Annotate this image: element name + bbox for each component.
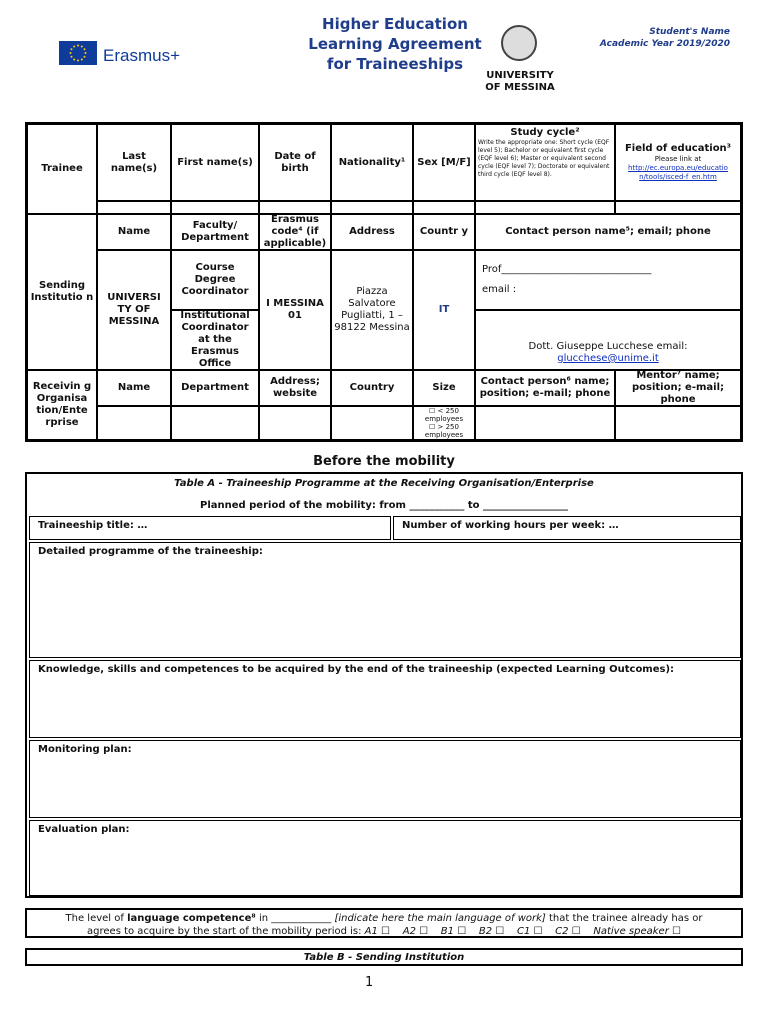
language-line-1: The level of language competence⁸ in ____________ [indicate here the main language of work] that the trainee already has or (65, 913, 703, 924)
email-line[interactable]: email : (482, 284, 517, 295)
study-cycle-text: Write the appropriate one: Short cycle (EQF level 5); Bachelor or equivalent first cycle (EQF level 6); Master or equivalent second cycle (EQF level 7); Doctorate or equivalent third cycle (EQF level 8). (478, 139, 610, 178)
study-cycle-value[interactable] (475, 201, 615, 214)
col-receiving-name: Name (97, 370, 171, 406)
section-before-mobility: Before the mobility (313, 454, 455, 469)
dob-value[interactable] (259, 201, 331, 214)
planned-period[interactable]: Planned period of the mobility: from ___________ to _________________ (199, 500, 569, 511)
academic-year: Academic Year 2019/2020 (599, 39, 730, 49)
field-text: Please link at (654, 155, 702, 163)
country-value: IT (413, 250, 475, 370)
institutional-contact (475, 310, 741, 370)
nationality-value[interactable] (331, 201, 413, 214)
receiving-address-value[interactable] (259, 406, 331, 440)
col-contact-person: Contact person name⁵; email; phone (475, 214, 741, 250)
course-degree-coordinator: Course Degree Coordinator (171, 250, 259, 310)
col-receiving-contact: Contact person⁶ name; position; e-mail; phone (475, 370, 615, 406)
study-cycle-title: Study cycle² (510, 127, 580, 138)
language-competence-box (25, 908, 743, 938)
sending-name-value: UNIVERSI TY OF MESSINA (97, 250, 171, 370)
col-mentor: Mentor⁷ name; position; e-mail; phone (615, 370, 741, 406)
university-name: UNIVERSITY OF MESSINA (485, 70, 555, 93)
table-b-header (25, 948, 743, 966)
university-seal-icon (501, 25, 537, 61)
detailed-programme-field[interactable]: Detailed programme of the traineeship: (29, 542, 741, 658)
eu-flag-logo (59, 41, 97, 65)
field-of-education-cell (615, 124, 741, 201)
document-title: Higher Education Learning Agreement for Traineeships (308, 15, 482, 73)
col-address: Address (331, 214, 413, 250)
table-a-title: Table A - Traineeship Programme at the Receiving Organisation/Enterprise (174, 478, 594, 489)
sending-row-label: Sending Institutio n (27, 214, 97, 370)
col-first-name: First name(s) (171, 124, 259, 201)
address-value: Piazza Salvatore Pugliatti, 1 – 98122 Messina (331, 250, 413, 370)
student-info (580, 26, 730, 50)
learning-outcomes-field[interactable]: Knowledge, skills and competences to be acquired by the end of the traineeship (expected Learning Outcomes): (29, 660, 741, 738)
department-value[interactable] (171, 406, 259, 440)
col-date-of-birth: Date of birth (259, 124, 331, 201)
mentor-value[interactable] (615, 406, 741, 440)
col-country: Countr y (413, 214, 475, 250)
receiving-name-value[interactable] (97, 406, 171, 440)
isced-link[interactable]: http://ec.europa.eu/educatio n/tools/isced-f_en.htm (628, 164, 728, 181)
coordinator-contact (475, 250, 741, 310)
institutional-coordinator: Institutional Coordinator at the Erasmus Office (171, 310, 259, 370)
col-receiving-address: Address; website (259, 370, 331, 406)
prof-line[interactable]: Prof______________________________ (482, 264, 652, 275)
sex-value[interactable] (413, 201, 475, 214)
language-level-checkboxes[interactable]: A1 ☐ A2 ☐ B1 ☐ B2 ☐ C1 ☐ C2 ☐ Native speaker ☐ (364, 926, 681, 937)
erasmus-code-value: I MESSINA 01 (259, 250, 331, 370)
working-hours-field[interactable]: Number of working hours per week: … (393, 516, 741, 540)
col-erasmus-code: Erasmus code⁴ (if applicable) (259, 214, 331, 250)
contact-email-link[interactable]: glucchese@unime.it (557, 353, 659, 364)
info-table (25, 122, 743, 442)
size-over-250-checkbox[interactable]: ☐ > 250 employees (424, 423, 464, 439)
col-sex: Sex [M/F] (413, 124, 475, 201)
col-nationality: Nationality¹ (331, 124, 413, 201)
study-cycle-cell (475, 124, 615, 201)
last-name-value[interactable] (97, 201, 171, 214)
field-title: Field of education³ (624, 143, 732, 154)
size-options (413, 406, 475, 440)
monitoring-plan-field[interactable]: Monitoring plan: (29, 740, 741, 818)
col-size: Size (413, 370, 475, 406)
col-sending-name: Name (97, 214, 171, 250)
trainee-row-label: Trainee (27, 124, 97, 214)
student-name: Student's Name (649, 27, 730, 37)
receiving-country-value[interactable] (331, 406, 413, 440)
field-value[interactable] (615, 201, 741, 214)
table-a (25, 472, 743, 898)
traineeship-title-field[interactable]: Traineeship title: … (29, 516, 391, 540)
erasmus-wordmark: Erasmus+ (103, 46, 180, 65)
evaluation-plan-field[interactable]: Evaluation plan: (29, 820, 741, 896)
col-faculty: Faculty/ Department (171, 214, 259, 250)
table-b-title: Table B - Sending Institution (303, 952, 465, 963)
col-last-name: Last name(s) (97, 124, 171, 201)
size-under-250-checkbox[interactable]: ☐ < 250 employees (424, 407, 464, 423)
contact-name: Dott. Giuseppe Lucchese email: (528, 341, 688, 352)
first-name-value[interactable] (171, 201, 259, 214)
col-department: Department (171, 370, 259, 406)
language-line-2: agrees to acquire by the start of the mobility period is: A1 ☐ A2 ☐ B1 ☐ B2 ☐ C1 ☐ C2 ☐ Native speaker ☐ (87, 926, 681, 937)
page-number: 1 (365, 975, 374, 990)
receiving-row-label: Receivin g Organisa tion/Ente rprise (27, 370, 97, 440)
col-receiving-country: Country (331, 370, 413, 406)
receiving-contact-value[interactable] (475, 406, 615, 440)
